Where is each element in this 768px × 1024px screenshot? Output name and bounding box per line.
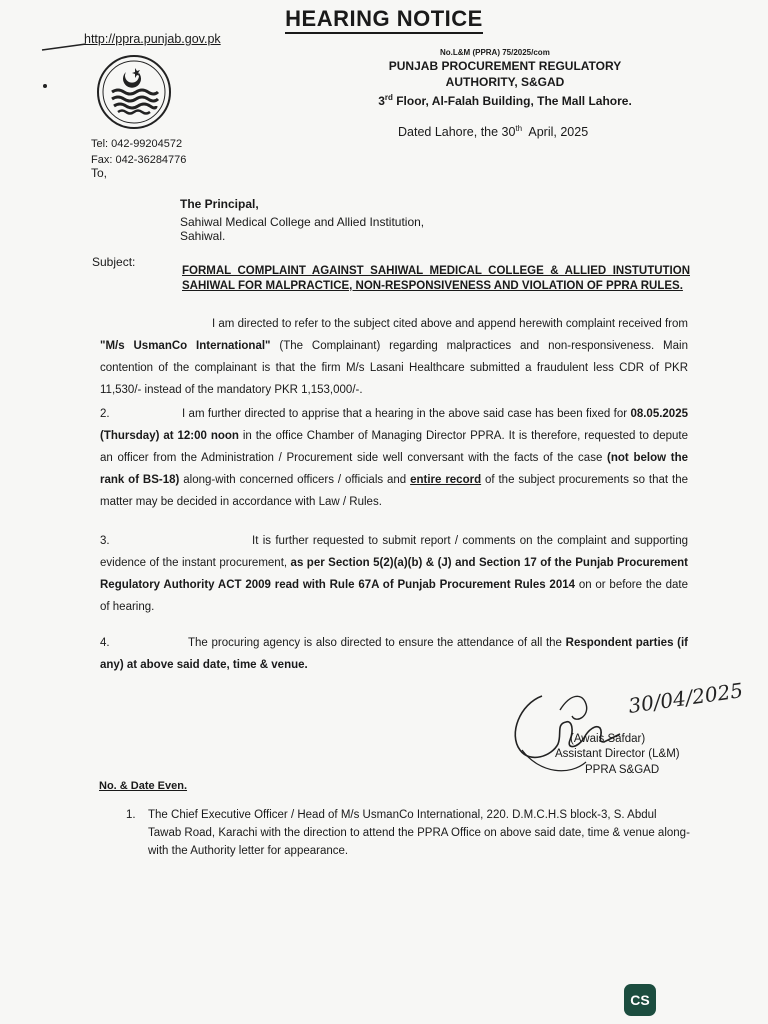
signature-date: 30/04/2025	[626, 678, 745, 718]
fax-number: Fax: 042-36284776	[91, 154, 187, 166]
recipient-institution: Sahiwal Medical College and Allied Institution,	[180, 215, 425, 229]
website-link[interactable]: http://ppra.punjab.gov.pk	[84, 32, 221, 46]
signatory-name: (Awais Safdar)	[570, 733, 646, 745]
copy-heading: No. & Date Even.	[99, 780, 188, 792]
to-label: To,	[91, 166, 108, 180]
paragraph-3-number: 3.	[100, 535, 110, 547]
list-item	[126, 806, 691, 860]
paragraph-4-number: 4.	[100, 637, 110, 649]
paragraph-4: 4. The procuring agency is also directed to ensure the attendance of all the Respondent parties (if any) at above said date, time & venue.	[100, 632, 688, 676]
paragraph-3: 3. It is further requested to submit report / comments on the complaint and supporting evidence of the instant procurement, as per Section 5(2)(a)(b) & (J) and Section 17 of the Punjab Procurement Regulatory Authority ACT 2009 read with Rule 67A of Punjab Procurement Rules 2014 on or before the date of hearing.	[100, 530, 688, 618]
subject-text: FORMAL COMPLAINT AGAINST SAHIWAL MEDICAL COLLEGE & ALLIED INSTUTUTION SAHIWAL FOR MALPRACTICE, NON-RESPONSIVENESS AND VIOLATION OF PPRA RULES.	[182, 265, 690, 292]
paragraph-2: 2. I am further directed to apprise that a hearing in the above said case has been fixed for 08.05.2025 (Thursday) at 12:00 noon in the office Chamber of Managing Director PPRA. It is therefore, requested to depute an officer from the Administration / Procurement side well conversant with the facts of the case (not below the rank of BS-18) along-with concerned officers / officials and entire record of the subject procurements so that the matter may be decided in accordance with Law / Rules.	[100, 403, 688, 513]
authority-name-line1: PUNJAB PROCUREMENT REGULATORY	[388, 59, 622, 73]
list-item-number: 1.	[126, 809, 136, 821]
signatory-designation: Assistant Director (L&M)	[555, 748, 680, 760]
subject-label: Subject:	[92, 255, 136, 269]
paragraph-2-number: 2.	[100, 408, 110, 420]
copy-list	[126, 806, 691, 860]
camscanner-badge: CS	[624, 984, 656, 1016]
telephone-number: Tel: 042-99204572	[91, 138, 183, 150]
reference-number: No.L&M (PPRA) 75/2025/com	[440, 48, 550, 57]
authority-address: 3rd Floor, Al-Falah Building, The Mall Lahore.	[378, 93, 632, 108]
letter-date: Dated Lahore, the 30th April, 2025	[398, 124, 589, 140]
list-item-text: The Chief Executive Officer / Head of M/s UsmanCo International, 220. D.M.C.H.S block-3, S. Abdul Tawab Road, Karachi with the direction to attend the PPRA Office on above said date, time & venue along-with the Authority letter for appearance.	[148, 809, 690, 857]
signatory-office: PPRA S&GAD	[585, 764, 660, 776]
page-title: HEARING NOTICE	[0, 6, 768, 32]
recipient-city: Sahiwal.	[180, 229, 226, 243]
paragraph-1: I am directed to refer to the subject cited above and append herewith complaint received from "M/s UsmanCo International" (The Complainant) regarding malpractices and non-responsiveness. Main contention of the complainant is that the firm M/s Lasani Healthcare submitted a fraudulent less CDR of PKR 11,530/- instead of the mandatory PKR 1,153,000/-.	[100, 318, 688, 396]
authority-name-line2: AUTHORITY, S&GAD	[445, 75, 565, 89]
recipient-title: The Principal,	[180, 197, 259, 211]
